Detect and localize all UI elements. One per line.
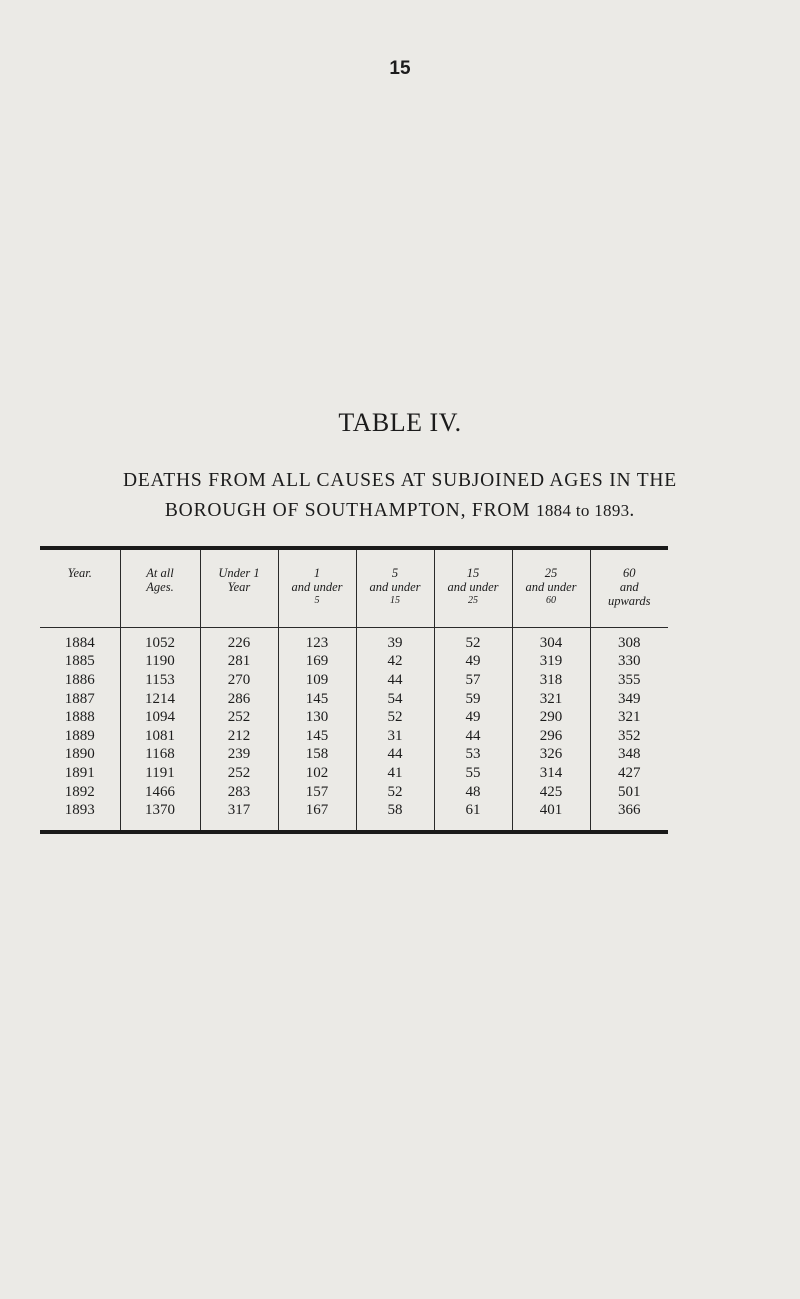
cell-year: 1887 [64,690,95,707]
cell-all-ages: 1466 [120,783,200,802]
header-all-ages-line-1: At all [146,566,174,580]
cell-under-1: 252 [200,708,278,727]
cell-1-to-5: 123 [278,628,356,653]
cell-under-1: 283 [200,783,278,802]
cell-15-to-25: 49 [434,653,512,672]
cell-5-to-15: 54 [356,690,434,709]
table-row [40,764,668,783]
cell-year: 1884 [64,634,95,651]
header-year [40,548,120,628]
header-25-to-60 [512,548,590,628]
cell-15-to-25: 57 [434,671,512,690]
cell-under-1: 252 [200,764,278,783]
cell-15-to-25: 59 [434,690,512,709]
subtitle-year-to: 1893 [594,501,630,520]
cell-60-upwards: 366 [590,801,668,832]
header-under-1-line-2: Year [227,580,251,594]
header-5-to-15-line-2: and under [369,580,421,594]
cell-60-upwards: 501 [590,783,668,802]
cell-15-to-25: 61 [434,801,512,832]
header-1-to-5-line-1: 1 [313,566,321,580]
cell-60-upwards: 427 [590,764,668,783]
cell-1-to-5: 145 [278,690,356,709]
cell-all-ages: 1081 [120,727,200,746]
cell-year: 1891 [64,764,95,781]
cell-1-to-5: 130 [278,708,356,727]
cell-under-1: 239 [200,746,278,765]
header-under-1-line-1: Under 1 [218,566,260,580]
table-title: TABLE IV. [338,408,462,437]
table-subtitle [40,466,760,526]
cell-1-to-5: 169 [278,653,356,672]
cell-1-to-5: 157 [278,783,356,802]
header-25-to-60-line-3: 60 [546,595,556,606]
cell-60-upwards: 330 [590,653,668,672]
cell-15-to-25: 48 [434,783,512,802]
cell-5-to-15: 39 [356,628,434,653]
cell-5-to-15: 41 [356,764,434,783]
cell-1-to-5: 167 [278,801,356,832]
cell-5-to-15: 44 [356,746,434,765]
cell-25-to-60: 319 [512,653,590,672]
deaths-by-age-table [40,546,668,834]
cell-60-upwards: 349 [590,690,668,709]
cell-all-ages: 1168 [120,746,200,765]
cell-year: 1890 [64,746,95,763]
header-under-1 [200,548,278,628]
subtitle-line-1: DEATHS FROM ALL CAUSES AT SUBJOINED AGES IN THE [122,470,678,491]
cell-60-upwards: 308 [590,628,668,653]
table-row [40,708,668,727]
cell-under-1: 317 [200,801,278,832]
cell-60-upwards: 355 [590,671,668,690]
subtitle-line-2-end: . [629,500,636,521]
cell-year: 1888 [64,709,95,726]
cell-year: 1889 [64,727,95,744]
subtitle-year-from: 1884 [536,501,572,520]
table-row [40,727,668,746]
subtitle-line-2 [40,496,760,526]
subtitle-line-2-mid: to [571,501,595,520]
cell-5-to-15: 31 [356,727,434,746]
cell-all-ages: 1094 [120,708,200,727]
table-row [40,746,668,765]
cell-60-upwards: 321 [590,708,668,727]
cell-15-to-25: 49 [434,708,512,727]
cell-under-1: 226 [200,628,278,653]
cell-25-to-60: 304 [512,628,590,653]
header-15-to-25 [434,548,512,628]
cell-all-ages: 1214 [120,690,200,709]
cell-5-to-15: 58 [356,801,434,832]
cell-5-to-15: 52 [356,708,434,727]
header-1-to-5 [278,548,356,628]
header-15-to-25-line-1: 15 [466,566,480,580]
cell-25-to-60: 425 [512,783,590,802]
header-15-to-25-line-2: and under [447,580,499,594]
cell-under-1: 212 [200,727,278,746]
header-60-upwards-line-1: 60 [623,566,636,580]
cell-5-to-15: 44 [356,671,434,690]
header-1-to-5-line-2: and under [291,580,343,594]
cell-all-ages: 1153 [120,671,200,690]
cell-25-to-60: 290 [512,708,590,727]
header-year-line-1: Year. [67,566,92,580]
header-row [40,548,668,628]
cell-year: 1892 [64,783,95,800]
cell-15-to-25: 52 [434,628,512,653]
header-60-upwards [590,548,668,628]
cell-under-1: 286 [200,690,278,709]
cell-year: 1886 [64,671,95,688]
cell-25-to-60: 314 [512,764,590,783]
header-5-to-15 [356,548,434,628]
cell-1-to-5: 102 [278,764,356,783]
header-all-ages-line-2: Ages. [146,580,174,594]
cell-15-to-25: 55 [434,764,512,783]
table-row [40,653,668,672]
cell-60-upwards: 352 [590,727,668,746]
cell-1-to-5: 109 [278,671,356,690]
table-row [40,783,668,802]
header-60-upwards-line-3: upwards [607,594,651,608]
table-row [40,671,668,690]
cell-5-to-15: 42 [356,653,434,672]
header-25-to-60-line-2: and under [525,580,577,594]
subtitle-line-2-prefix: BOROUGH OF SOUTHAMPTON, FROM [164,500,537,521]
table-row [40,628,668,653]
cell-15-to-25: 53 [434,746,512,765]
cell-60-upwards: 348 [590,746,668,765]
table-body [40,628,668,832]
header-25-to-60-line-1: 25 [544,566,558,580]
cell-25-to-60: 401 [512,801,590,832]
header-all-ages [120,548,200,628]
cell-15-to-25: 44 [434,727,512,746]
cell-25-to-60: 318 [512,671,590,690]
table-row [40,690,668,709]
cell-under-1: 270 [200,671,278,690]
cell-1-to-5: 158 [278,746,356,765]
cell-25-to-60: 326 [512,746,590,765]
cell-year: 1885 [64,653,95,670]
header-5-to-15-line-3: 15 [390,595,400,606]
page-number: 15 [389,58,411,79]
header-5-to-15-line-1: 5 [391,566,399,580]
cell-all-ages: 1191 [120,764,200,783]
cell-all-ages: 1370 [120,801,200,832]
header-60-upwards-line-2: and [619,580,639,594]
cell-year: 1893 [64,802,95,819]
cell-25-to-60: 321 [512,690,590,709]
header-1-to-5-line-3: 5 [314,595,320,606]
header-15-to-25-line-3: 25 [468,595,478,606]
cell-all-ages: 1052 [120,628,200,653]
cell-25-to-60: 296 [512,727,590,746]
table-row [40,801,668,832]
cell-all-ages: 1190 [120,653,200,672]
cell-under-1: 281 [200,653,278,672]
cell-1-to-5: 145 [278,727,356,746]
cell-5-to-15: 52 [356,783,434,802]
